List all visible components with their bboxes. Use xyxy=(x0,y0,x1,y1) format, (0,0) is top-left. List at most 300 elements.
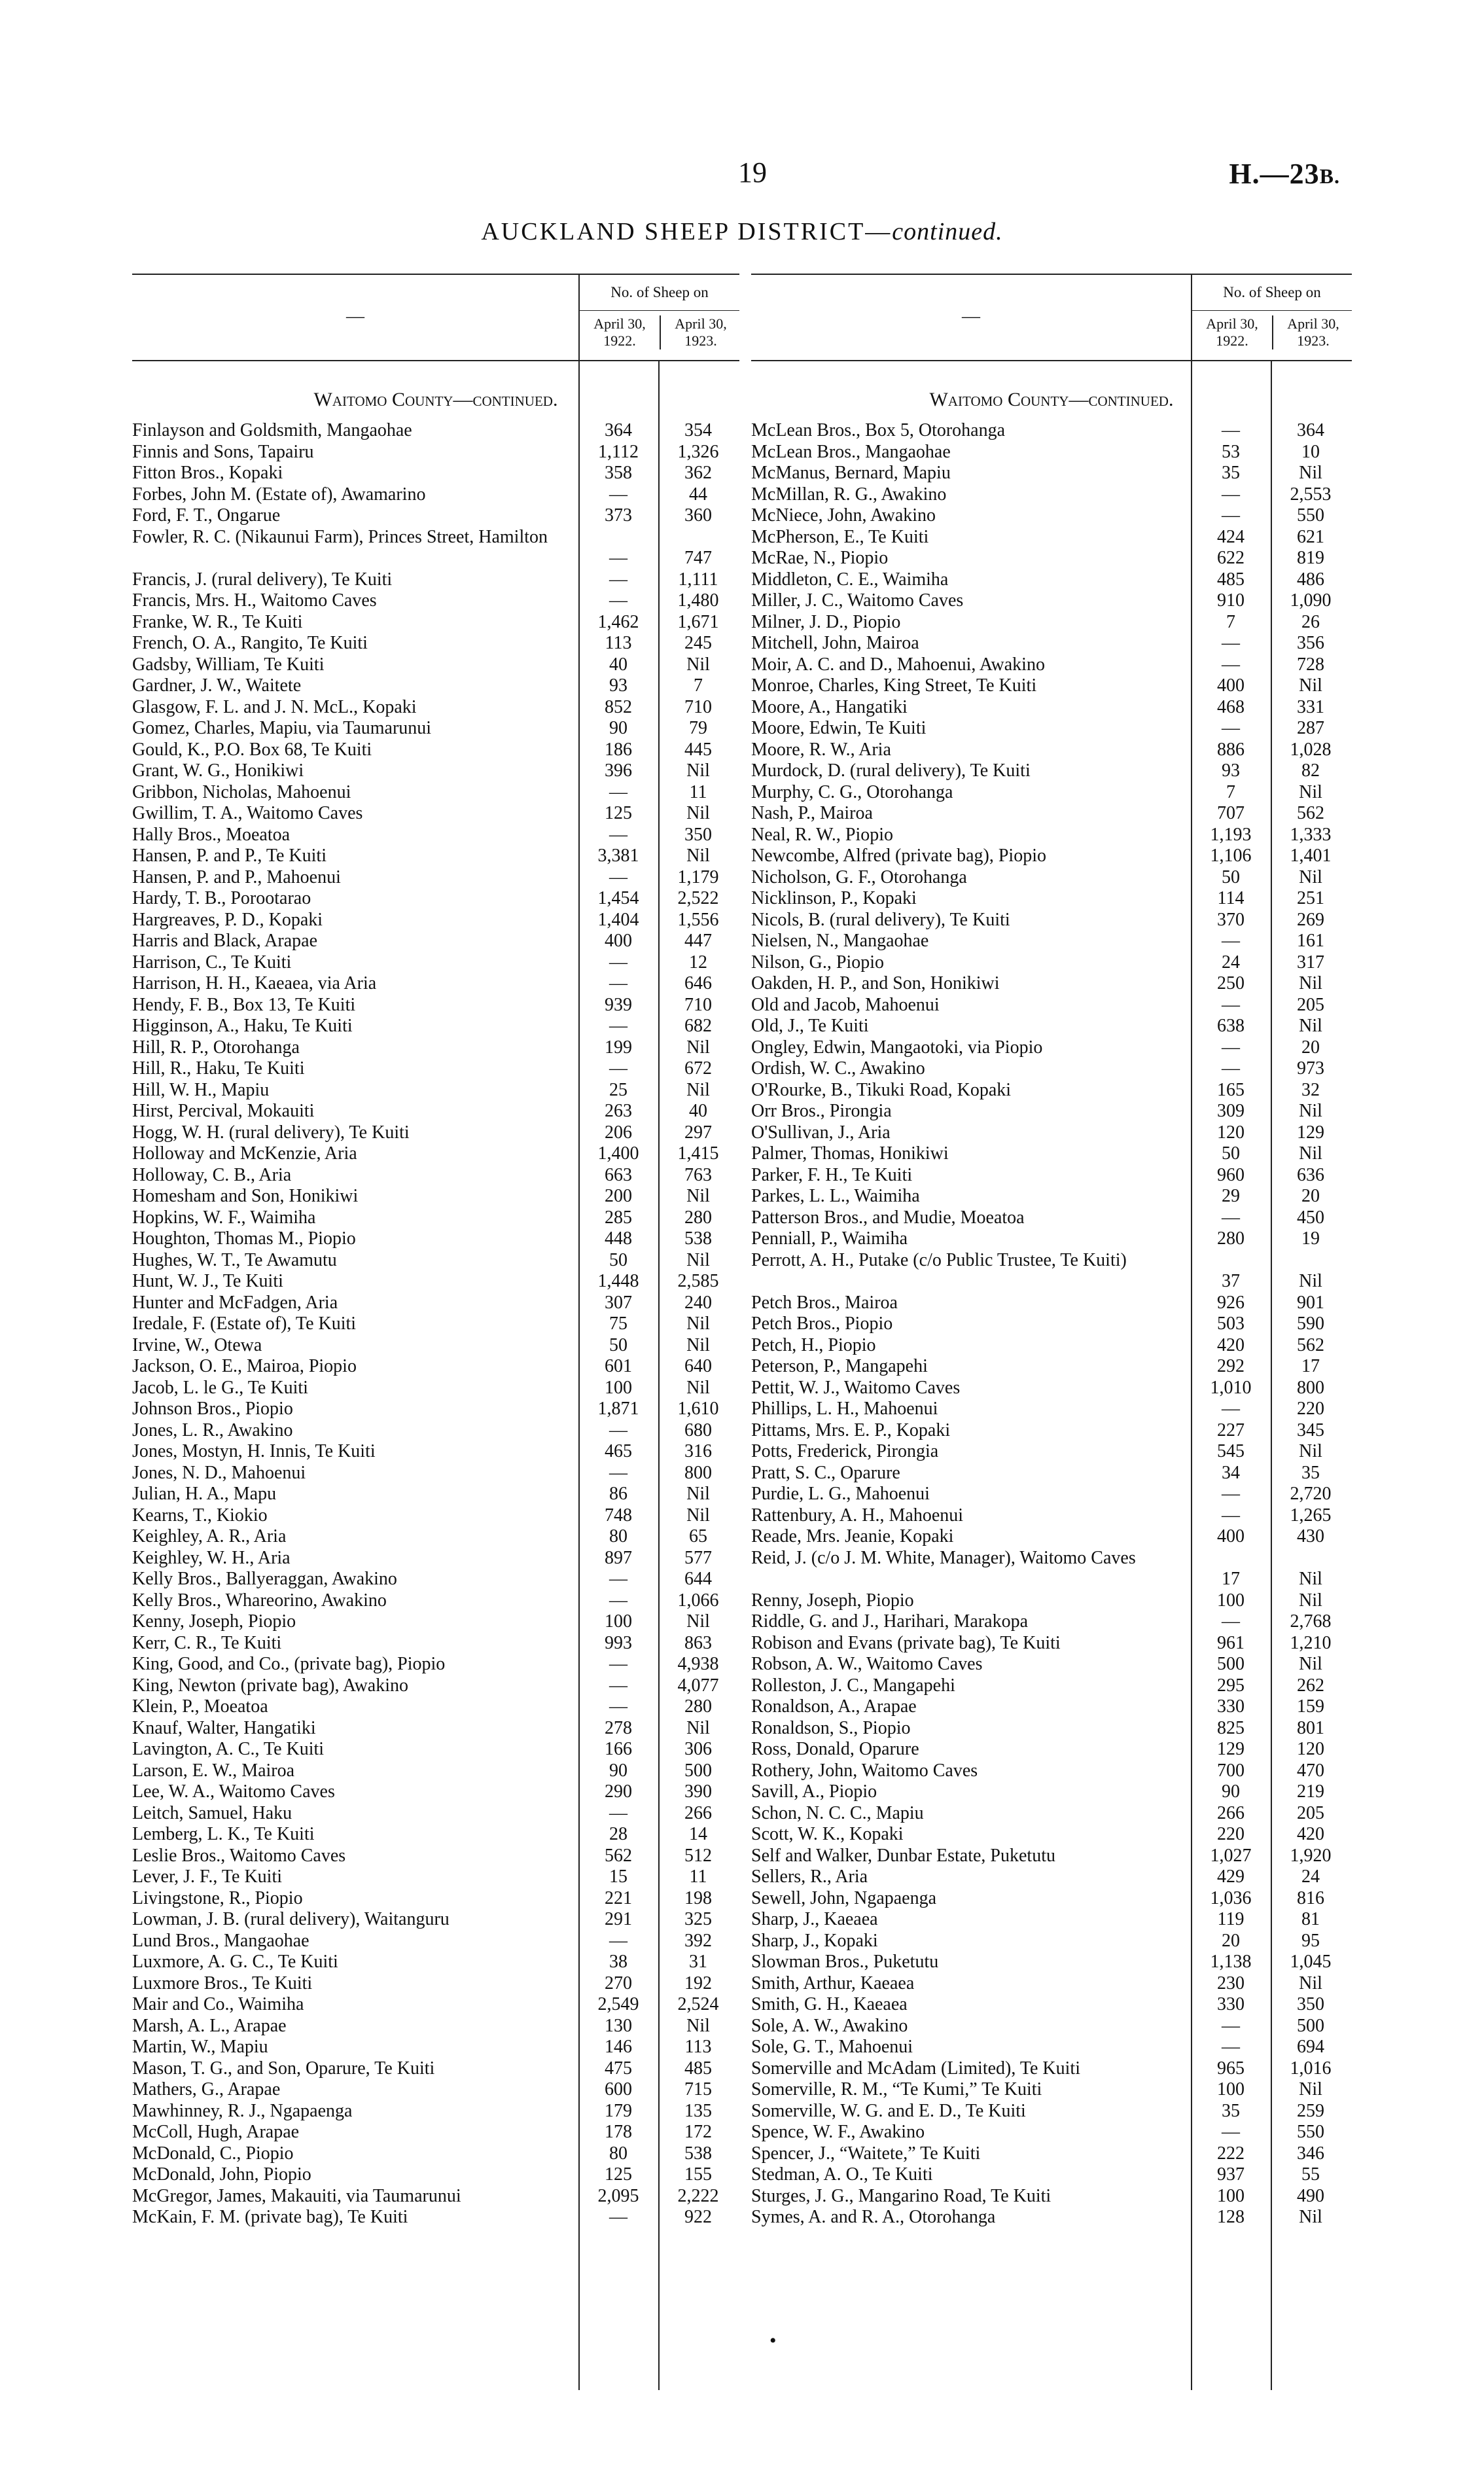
sheep-1922-cell: — xyxy=(1222,2015,1240,2036)
sheep-1922-cell: — xyxy=(1222,1484,1240,1504)
table-row xyxy=(132,2122,739,2143)
sheep-1923-cell: 2,585 xyxy=(677,1271,719,1291)
sheep-1922-cell: 485 xyxy=(1217,569,1245,590)
table-row xyxy=(751,590,1352,612)
name-column-header: — xyxy=(962,306,980,327)
sheep-1923-cell: 172 xyxy=(684,2122,712,2142)
owner-name-cell: Lemberg, L. K., Te Kuiti xyxy=(132,1824,315,1844)
sheep-1922-cell: 1,138 xyxy=(1210,1952,1252,1972)
sheep-1923-cell: 287 xyxy=(1297,718,1324,738)
sheep-1922-cell: 1,871 xyxy=(597,1399,639,1419)
sheep-1923-cell: 350 xyxy=(1297,1994,1324,2014)
sheep-1922-cell: — xyxy=(609,1654,627,1674)
table-row xyxy=(132,1250,739,1272)
sheep-1923-cell: 120 xyxy=(1297,1739,1324,1759)
sheep-1923-cell: 1,920 xyxy=(1290,1845,1332,1866)
sheep-1922-cell: 926 xyxy=(1217,1292,1245,1313)
sheep-1922-cell: 86 xyxy=(609,1484,627,1504)
sheep-1923-cell: 266 xyxy=(684,1802,712,1823)
sheep-1923-cell: 550 xyxy=(1297,2122,1324,2142)
sheep-1922-cell: 1,036 xyxy=(1210,1887,1252,1908)
table-row xyxy=(751,1909,1352,1931)
table-row xyxy=(751,612,1352,634)
table-row xyxy=(751,1228,1352,1250)
owner-name-cell: King, Newton (private bag), Awakino xyxy=(132,1675,408,1696)
owner-name-cell: McColl, Hugh, Arapae xyxy=(132,2122,300,2142)
owner-name-cell: Leitch, Samuel, Haku xyxy=(132,1802,292,1823)
sheep-1922-cell: — xyxy=(609,484,627,505)
table-row xyxy=(132,569,739,591)
sheep-1922-cell: — xyxy=(1222,420,1240,440)
owner-name-cell: Somerville, R. M., “Te Kumi,” Te Kuiti xyxy=(751,2079,1042,2100)
sheep-1922-cell: 28 xyxy=(609,1824,627,1844)
sheep-1923-cell: 354 xyxy=(684,420,712,440)
owner-name-cell: Lavington, A. C., Te Kuiti xyxy=(132,1739,325,1759)
sheep-count-group-label: No. of Sheep on xyxy=(580,275,739,311)
sheep-count-group-label: No. of Sheep on xyxy=(1192,275,1352,311)
owner-name-cell: Gardner, J. W., Waitete xyxy=(132,675,302,696)
owner-name-cell: Reade, Mrs. Jeanie, Kopaki xyxy=(751,1526,954,1546)
sheep-1922-cell: — xyxy=(609,1016,627,1036)
sheep-1922-cell: 128 xyxy=(1217,2207,1245,2227)
sheep-1922-cell: 292 xyxy=(1217,1356,1245,1376)
table-row xyxy=(751,1633,1352,1654)
owner-name-cell: Sellers, R., Aria xyxy=(751,1867,868,1887)
sheep-1922-cell: 290 xyxy=(605,1781,632,1802)
sheep-1922-cell: 961 xyxy=(1217,1632,1245,1653)
table-row xyxy=(751,973,1352,995)
table-row xyxy=(751,2207,1352,2228)
table-row xyxy=(132,973,739,995)
table-row xyxy=(132,1803,739,1825)
sheep-1923-cell: 44 xyxy=(689,484,707,505)
owner-name-cell: Mawhinney, R. J., Ngapaenga xyxy=(132,2100,353,2121)
sheep-1922-cell: 34 xyxy=(1222,1462,1240,1483)
table-row xyxy=(751,2143,1352,2165)
sheep-1922-cell: 939 xyxy=(605,994,632,1015)
sheep-1923-cell: Nil xyxy=(686,1377,710,1398)
table-row xyxy=(751,1420,1352,1442)
owner-name-cell: Jacob, L. le G., Te Kuiti xyxy=(132,1377,308,1398)
title-main: AUCKLAND SHEEP DISTRICT— xyxy=(481,218,892,245)
table-row xyxy=(751,1441,1352,1463)
table-row xyxy=(751,1016,1352,1037)
owner-name-cell: Ross, Donald, Oparure xyxy=(751,1739,919,1759)
sheep-1922-cell: — xyxy=(609,548,627,568)
owner-name-cell: Kenny, Joseph, Piopio xyxy=(132,1611,296,1632)
sheep-1922-cell: 1,106 xyxy=(1210,846,1252,866)
table-row xyxy=(132,2186,739,2207)
owner-name-cell: McRae, N., Piopio xyxy=(751,548,889,568)
owner-name-cell: Middleton, C. E., Waimiha xyxy=(751,569,949,590)
owner-name-cell: Harrison, C., Te Kuiti xyxy=(132,952,292,973)
table-row xyxy=(132,1016,739,1037)
sheep-1923-cell: 1,028 xyxy=(1290,739,1332,760)
sheep-1922-cell: 25 xyxy=(609,1079,627,1100)
sheep-1923-cell: 2,524 xyxy=(677,1994,719,2014)
table-row xyxy=(132,1994,739,2016)
table-row xyxy=(751,548,1352,569)
table-row xyxy=(751,825,1352,846)
sheep-1923-cell: 819 xyxy=(1297,548,1324,568)
sheep-1922-cell: 897 xyxy=(605,1547,632,1568)
table-row xyxy=(132,1335,739,1357)
sheep-1922-cell: 7 xyxy=(1226,781,1235,802)
sheep-1922-cell: 130 xyxy=(605,2015,632,2036)
sheep-1922-cell: — xyxy=(1222,718,1240,738)
sheep-1922-cell: 90 xyxy=(1222,1781,1240,1802)
table-row xyxy=(132,952,739,974)
left-table-body xyxy=(132,361,739,2390)
sheep-1923-cell: 1,045 xyxy=(1290,1952,1332,1972)
owner-name-cell: Old, J., Te Kuiti xyxy=(751,1016,869,1036)
sheep-1923-cell: 40 xyxy=(689,1101,707,1121)
sheep-count-header xyxy=(1191,275,1352,360)
table-row xyxy=(132,1696,739,1718)
table-row xyxy=(132,1293,739,1314)
sheep-1922-cell: 1,462 xyxy=(597,611,639,632)
sheep-1923-cell: 55 xyxy=(1301,2164,1320,2185)
sheep-1923-cell: 1,401 xyxy=(1290,846,1332,866)
sheep-1923-cell: 863 xyxy=(684,1632,712,1653)
sheep-1923-cell: 4,077 xyxy=(677,1675,719,1696)
sheep-1923-cell: 728 xyxy=(1297,654,1324,675)
owner-name-cell: Irvine, W., Otewa xyxy=(132,1334,262,1355)
owner-name-cell: Keighley, W. H., Aria xyxy=(132,1547,291,1568)
sheep-1922-cell: 448 xyxy=(605,1228,632,1249)
owner-name-cell: Patterson Bros., and Mudie, Moeatoa xyxy=(751,1207,1025,1228)
owner-name-cell: Jackson, O. E., Mairoa, Piopio xyxy=(132,1356,357,1376)
table-row xyxy=(751,2016,1352,2037)
table-row xyxy=(751,484,1352,506)
sheep-1922-cell: 475 xyxy=(605,2058,632,2079)
owner-name-cell: Mathers, G., Arapae xyxy=(132,2079,281,2100)
table-row xyxy=(751,569,1352,591)
sheep-1923-cell: 345 xyxy=(1297,1420,1324,1440)
sheep-1922-cell: 400 xyxy=(605,931,632,951)
owner-name-cell: Nicholson, G. F., Otorohanga xyxy=(751,867,967,887)
sheep-1923-cell: 81 xyxy=(1301,1909,1320,1929)
sheep-1923-cell: 10 xyxy=(1301,441,1320,462)
sheep-1922-cell: 129 xyxy=(1217,1739,1245,1759)
sheep-1922-cell: — xyxy=(609,1930,627,1951)
sheep-1923-cell: 430 xyxy=(1297,1526,1324,1546)
owner-name-cell: Schon, N. C. C., Mapiu xyxy=(751,1802,924,1823)
sheep-1922-cell: 707 xyxy=(1217,803,1245,823)
sheep-1922-cell: 179 xyxy=(605,2100,632,2121)
sheep-1923-cell: Nil xyxy=(1299,973,1322,993)
table-row xyxy=(751,1186,1352,1207)
table-row xyxy=(132,803,739,825)
sheep-1922-cell: 3,381 xyxy=(597,846,639,866)
sheep-1923-cell: 198 xyxy=(684,1887,712,1908)
sheep-1922-cell: 291 xyxy=(605,1909,632,1929)
table-row xyxy=(132,2101,739,2122)
table-row xyxy=(132,2164,739,2186)
owner-name-cell: Old and Jacob, Mahoenui xyxy=(751,994,940,1015)
table-row xyxy=(751,1037,1352,1059)
owner-name-cell: Riddle, G. and J., Harihari, Marakopa xyxy=(751,1611,1028,1632)
table-row xyxy=(751,867,1352,889)
table-row xyxy=(132,1973,739,1995)
table-row xyxy=(751,1207,1352,1229)
sheep-1923-cell: 538 xyxy=(684,1228,712,1249)
sheep-1922-cell: 40 xyxy=(609,654,627,675)
owner-name-cell: Finnis and Sons, Tapairu xyxy=(132,441,314,462)
sheep-1922-cell: 53 xyxy=(1222,441,1240,462)
sheep-1922-cell: 100 xyxy=(605,1377,632,1398)
sheep-1923-cell: 973 xyxy=(1297,1058,1324,1079)
table-row xyxy=(751,740,1352,761)
sheep-1922-cell: 222 xyxy=(1217,2143,1245,2164)
owner-name-cell: Perrott, A. H., Putake (c/o Public Trustee, Te Kuiti) xyxy=(751,1249,1127,1270)
table-row xyxy=(751,1718,1352,1740)
table-row xyxy=(132,1080,739,1101)
sheep-1923-cell: 450 xyxy=(1297,1207,1324,1228)
owner-name-cell: Kearns, T., Kiokio xyxy=(132,1505,268,1526)
sheep-1923-cell: Nil xyxy=(1299,1441,1322,1461)
sheep-1922-cell: 113 xyxy=(605,633,632,653)
sheep-1922-cell: 468 xyxy=(1217,696,1245,717)
sheep-1923-cell: 2,222 xyxy=(677,2185,719,2206)
sheep-1923-cell: 346 xyxy=(1297,2143,1324,2164)
year-1923-header: April 30, 1923. xyxy=(660,315,741,349)
sheep-1922-cell: 965 xyxy=(1217,2058,1245,2079)
table-row xyxy=(751,1675,1352,1697)
sheep-1923-cell: Nil xyxy=(1299,1973,1322,1993)
sheep-1922-cell: 80 xyxy=(609,2143,627,2164)
sheep-1923-cell: 1,415 xyxy=(677,1143,719,1164)
table-row xyxy=(132,888,739,910)
sheep-1923-cell: 2,768 xyxy=(1290,1611,1332,1632)
sheep-1923-cell: 500 xyxy=(684,1760,712,1781)
sheep-1923-cell: Nil xyxy=(686,1505,710,1526)
sheep-1923-cell: 20 xyxy=(1301,1037,1320,1058)
owner-name-cell: Kelly Bros., Ballyeraggan, Awakino xyxy=(132,1569,397,1589)
owner-name-cell: Holloway, C. B., Aria xyxy=(132,1164,292,1185)
sheep-1923-cell: 362 xyxy=(684,463,712,483)
sheep-1922-cell: 266 xyxy=(1217,1802,1245,1823)
sheep-1923-cell: 364 xyxy=(1297,420,1324,440)
table-row xyxy=(751,888,1352,910)
sheep-1923-cell: 694 xyxy=(1297,2037,1324,2057)
owner-name-cell: Gomez, Charles, Mapiu, via Taumarunui xyxy=(132,718,432,738)
sheep-1922-cell: 295 xyxy=(1217,1675,1245,1696)
sheep-1922-cell: — xyxy=(1222,1505,1240,1526)
table-row xyxy=(751,1484,1352,1505)
owner-name-cell: Symes, A. and R. A., Otorohanga xyxy=(751,2207,996,2227)
table-row xyxy=(132,1611,739,1633)
sheep-1922-cell: 100 xyxy=(605,1611,632,1632)
sheep-1923-cell: 360 xyxy=(684,505,712,526)
sheep-1923-cell: Nil xyxy=(686,1037,710,1058)
table-row xyxy=(751,1101,1352,1122)
table-row xyxy=(132,1654,739,1675)
owner-name-cell: Rattenbury, A. H., Mahoenui xyxy=(751,1505,964,1526)
table-row xyxy=(751,633,1352,654)
owner-name-cell: McManus, Bernard, Mapiu xyxy=(751,463,951,483)
table-row xyxy=(132,1313,739,1335)
sheep-1922-cell: 119 xyxy=(1217,1909,1245,1929)
owner-name-cell: Petch, H., Piopio xyxy=(751,1334,876,1355)
sheep-1922-cell: 17 xyxy=(1222,1569,1240,1589)
sheep-1922-cell: 270 xyxy=(605,1973,632,1993)
owner-name-cell: Hill, R., Haku, Te Kuiti xyxy=(132,1058,305,1079)
table-row xyxy=(132,463,739,484)
sheep-1922-cell: — xyxy=(1222,1037,1240,1058)
owner-name-cell: Sewell, John, Ngapaenga xyxy=(751,1887,937,1908)
owner-name-cell: Homesham and Son, Honikiwi xyxy=(132,1186,359,1206)
sheep-1922-cell: — xyxy=(1222,994,1240,1015)
sheep-1923-cell: Nil xyxy=(1299,2207,1322,2227)
sheep-1923-cell: 1,610 xyxy=(677,1399,719,1419)
sheep-1923-cell: 500 xyxy=(1297,2015,1324,2036)
owner-name-cell: Neal, R. W., Piopio xyxy=(751,824,894,845)
sheep-1922-cell: — xyxy=(1222,2037,1240,2057)
owner-name-cell: Parker, F. H., Te Kuiti xyxy=(751,1164,913,1185)
owner-name-cell: Ronaldson, S., Piopio xyxy=(751,1717,911,1738)
sheep-1922-cell: — xyxy=(609,1569,627,1589)
sheep-1923-cell: 470 xyxy=(1297,1760,1324,1781)
sheep-1922-cell: 622 xyxy=(1217,548,1245,568)
table-row xyxy=(132,442,739,463)
sheep-1923-cell: 816 xyxy=(1297,1887,1324,1908)
owner-name-cell: Hirst, Percival, Mokauiti xyxy=(132,1101,315,1121)
table-row xyxy=(751,697,1352,719)
sheep-1923-cell: Nil xyxy=(1299,781,1322,802)
sheep-1922-cell: — xyxy=(609,2207,627,2227)
owner-name-cell: Iredale, F. (Estate of), Te Kuiti xyxy=(132,1313,357,1334)
sheep-1922-cell: 562 xyxy=(605,1845,632,1866)
owner-name-cell: Somerville, W. G. and E. D., Te Kuiti xyxy=(751,2100,1026,2121)
owner-name-cell: Hansen, P. and P., Te Kuiti xyxy=(132,846,327,866)
sheep-1922-cell: 1,112 xyxy=(598,441,639,462)
owner-name-cell: Milner, J. D., Piopio xyxy=(751,611,901,632)
sheep-1922-cell: 24 xyxy=(1222,952,1240,973)
table-row xyxy=(751,420,1352,442)
owner-name-cell: Ongley, Edwin, Mangaotoki, via Piopio xyxy=(751,1037,1043,1058)
sheep-1923-cell: Nil xyxy=(686,1079,710,1100)
sheep-1922-cell: — xyxy=(609,1420,627,1440)
sheep-1923-cell: 2,720 xyxy=(1290,1484,1332,1504)
table-row xyxy=(132,740,739,761)
owner-name-cell: Gould, K., P.O. Box 68, Te Kuiti xyxy=(132,739,372,760)
sheep-1922-cell: 1,404 xyxy=(597,909,639,930)
owner-name-cell: Gwillim, T. A., Waitomo Caves xyxy=(132,803,363,823)
owner-name-cell: McDonald, C., Piopio xyxy=(132,2143,294,2164)
owner-name-cell: Somerville and McAdam (Limited), Te Kuiti xyxy=(751,2058,1080,2079)
sheep-1922-cell: 937 xyxy=(1217,2164,1245,2185)
table-row xyxy=(751,1356,1352,1378)
sheep-1922-cell: — xyxy=(1222,505,1240,526)
sheep-1923-cell: Nil xyxy=(686,1484,710,1504)
sheep-1923-cell: 65 xyxy=(689,1526,707,1546)
sheep-1922-cell: — xyxy=(1222,484,1240,505)
document-reference xyxy=(1229,157,1340,190)
sheep-1922-cell: 100 xyxy=(1217,1590,1245,1611)
sheep-1923-cell: 1,556 xyxy=(677,909,719,930)
sheep-1922-cell: 206 xyxy=(605,1122,632,1143)
name-column-header: — xyxy=(346,306,364,327)
owner-name-cell: Hopkins, W. F., Waimiha xyxy=(132,1207,316,1228)
owner-name-cell: Purdie, L. G., Mahoenui xyxy=(751,1484,930,1504)
table-row xyxy=(751,1080,1352,1101)
sheep-1923-cell: 356 xyxy=(1297,633,1324,653)
sheep-1923-cell: 2,522 xyxy=(677,888,719,908)
table-row xyxy=(751,2164,1352,2186)
owner-name-cell: Oakden, H. P., and Son, Honikiwi xyxy=(751,973,1000,993)
table-row xyxy=(751,1973,1352,1995)
year-1922-header: April 30, 1922. xyxy=(1206,315,1258,349)
sheep-1923-cell: 1,090 xyxy=(1290,590,1332,611)
owner-name-cell: Pratt, S. C., Oparure xyxy=(751,1462,900,1483)
sheep-1922-cell: 465 xyxy=(605,1441,632,1461)
sheep-1923-cell: 1,179 xyxy=(677,867,719,887)
owner-name-cell: Luxmore Bros., Te Kuiti xyxy=(132,1973,313,1993)
sheep-1922-cell: 420 xyxy=(1217,1334,1245,1355)
sheep-1923-cell: 1,016 xyxy=(1290,2058,1332,2079)
sheep-1922-cell: 7 xyxy=(1226,611,1235,632)
sheep-1923-cell: Nil xyxy=(686,1717,710,1738)
left-table xyxy=(132,274,739,2390)
sheep-1922-cell: 90 xyxy=(609,1760,627,1781)
table-row xyxy=(132,1420,739,1442)
sheep-1922-cell: 178 xyxy=(605,2122,632,2142)
table-row xyxy=(751,2101,1352,2122)
sheep-1922-cell: 50 xyxy=(1222,1143,1240,1164)
sheep-1923-cell: Nil xyxy=(686,1611,710,1632)
sheep-1923-cell: 4,938 xyxy=(677,1654,719,1674)
sheep-1923-cell: 447 xyxy=(684,931,712,951)
table-row xyxy=(132,1143,739,1165)
sheep-1922-cell: 910 xyxy=(1217,590,1245,611)
table-row xyxy=(132,2207,739,2228)
table-row xyxy=(751,1952,1352,1973)
sheep-1923-cell: Nil xyxy=(1299,1143,1322,1164)
sheep-1922-cell: — xyxy=(1222,654,1240,675)
table-row xyxy=(132,1952,739,1973)
sheep-1922-cell: 2,549 xyxy=(597,1994,639,2014)
table-row xyxy=(132,697,739,719)
sheep-1922-cell: 186 xyxy=(605,739,632,760)
table-row xyxy=(132,1441,739,1463)
sheep-1922-cell: — xyxy=(609,781,627,802)
sheep-1922-cell: 400 xyxy=(1217,675,1245,696)
sheep-1923-cell: 161 xyxy=(1297,931,1324,951)
sheep-1923-cell: 259 xyxy=(1297,2100,1324,2121)
sheep-1923-cell: 219 xyxy=(1297,1781,1324,1802)
table-row xyxy=(132,1122,739,1144)
table-row xyxy=(132,1505,739,1527)
sheep-1923-cell: Nil xyxy=(686,803,710,823)
sheep-1922-cell: 2,095 xyxy=(597,2185,639,2206)
sheep-1922-cell: 227 xyxy=(1217,1420,1245,1440)
sheep-1923-cell: 2,553 xyxy=(1290,484,1332,505)
table-row xyxy=(132,1569,739,1590)
table-row xyxy=(132,1590,739,1612)
owner-name-cell: Houghton, Thomas M., Piopio xyxy=(132,1228,356,1249)
sheep-1923-cell: 1,111 xyxy=(678,569,718,590)
table-row xyxy=(132,910,739,931)
owner-name-cell: Jones, L. R., Awakino xyxy=(132,1420,293,1440)
sheep-1922-cell: 165 xyxy=(1217,1079,1245,1100)
table-row xyxy=(132,2037,739,2058)
table-row xyxy=(132,1846,739,1867)
sheep-1922-cell: 125 xyxy=(605,803,632,823)
sheep-1923-cell: 135 xyxy=(684,2100,712,2121)
sheep-1922-cell: 600 xyxy=(605,2079,632,2100)
sheep-1922-cell: 993 xyxy=(605,1632,632,1653)
